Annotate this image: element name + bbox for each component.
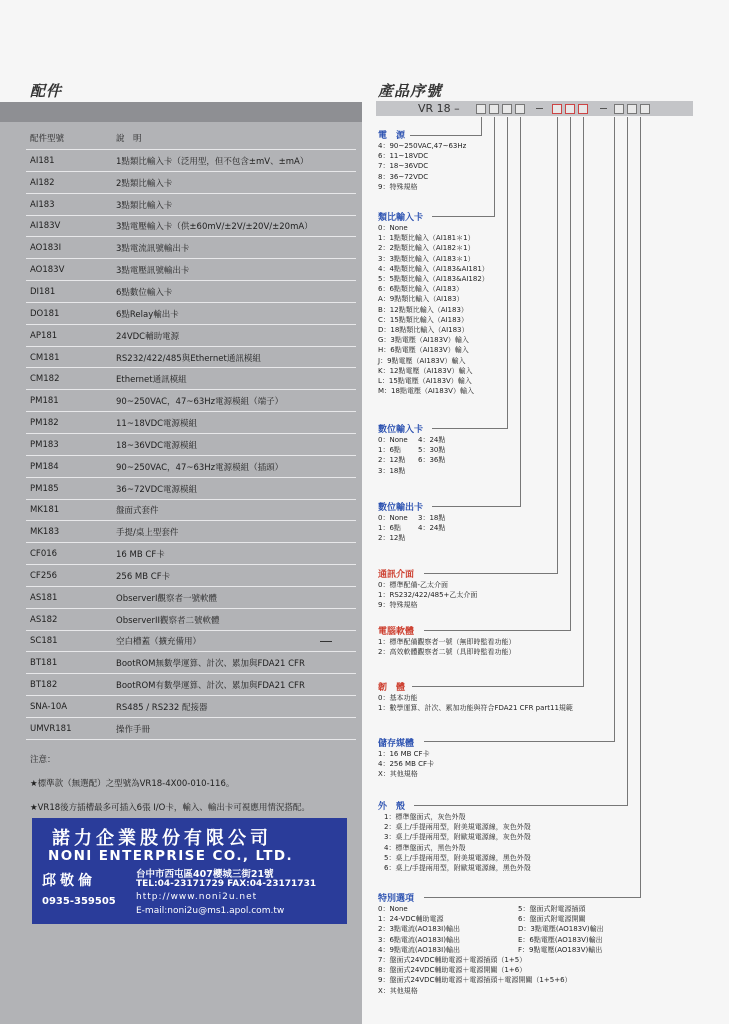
option-item: 1：標準盤面式，灰色外殼 <box>384 813 466 821</box>
part-model: BT182 <box>30 680 58 691</box>
table-row <box>0 696 356 718</box>
option-item: 6：桌上/手提兩用型，附歐規電源線，黑色外殼 <box>384 864 531 873</box>
part-model: PM184 <box>30 461 59 472</box>
code-slot-firmware <box>578 104 588 114</box>
option-item: 5：5點類比輸入（AI183&AI182） <box>378 275 489 284</box>
option-item: 1：標準配備觀察者一號（無即時監看功能） <box>378 638 516 646</box>
option-item: 7：盤面式24VDC輔助電源＋電源插頭（1+5） <box>378 956 527 965</box>
option-item: 8：盤面式24VDC輔助電源＋電源開關（1+6） <box>378 966 527 975</box>
part-model: DO181 <box>30 308 60 319</box>
part-model: AS182 <box>30 614 58 625</box>
software-options <box>378 637 515 657</box>
option-item: 5：30點 <box>418 446 446 455</box>
part-description: 24VDC輔助電源 <box>116 331 180 342</box>
section-software <box>378 624 515 657</box>
dash-mark <box>320 641 332 642</box>
option-item: 6：11~18VDC <box>378 152 429 161</box>
table-row <box>0 390 356 412</box>
leader-software <box>570 117 571 631</box>
part-description: RS232/422/485與Ethernet通訊模組 <box>116 353 261 364</box>
option-item: 3：桌上/手提兩用型，附歐規電源線，灰色外殼 <box>384 833 531 842</box>
code-slot-comm <box>552 104 562 114</box>
option-item: X：其他規格 <box>378 770 418 779</box>
part-model: AO183V <box>30 265 65 276</box>
table-row <box>0 565 356 587</box>
option-item: 0：None <box>378 905 408 913</box>
part-model: BT181 <box>30 658 58 669</box>
option-item: 4：標準盤面式，黑色外殼 <box>384 843 466 852</box>
table-row <box>0 216 356 238</box>
option-item: 2：高效軟體觀察者二號（具即時監看功能） <box>378 648 516 657</box>
table-row <box>0 631 356 653</box>
part-model: UMVR181 <box>30 723 72 734</box>
option-item: 4：4點類比輸入（AI183&AI181） <box>378 264 489 273</box>
part-description: 90~250VAC，47~63Hz電源模組（插頭） <box>116 462 284 473</box>
part-description: ObserverI觀察者一號軟體 <box>116 593 218 604</box>
part-model: CM182 <box>30 374 60 385</box>
product-code-bar <box>376 101 693 116</box>
section-digital-out <box>378 500 478 544</box>
special-options-extra <box>378 955 638 996</box>
option-item: 6：36點 <box>418 456 446 465</box>
section-housing <box>378 799 531 873</box>
panel-header-band <box>0 102 362 122</box>
option-item: 1：數學運算、計次、累加功能與符合FDA21 CFR part11規範 <box>378 704 573 713</box>
part-model: AI183 <box>30 199 55 210</box>
table-row <box>0 718 356 740</box>
section-special-title: 特別選項 <box>378 894 415 904</box>
part-model: AS181 <box>30 592 58 603</box>
notes <box>30 752 310 816</box>
contact-person: 邱敬倫 <box>42 873 96 889</box>
special-options-grid <box>378 904 638 955</box>
product-code-title: 產品序號 <box>378 82 443 100</box>
header-model: 配件型號 <box>30 134 65 144</box>
part-description: 1點類比輸入卡（泛用型，但不包含±mV、±mA） <box>116 156 309 167</box>
option-item: 4：24點 <box>418 436 446 444</box>
code-separator <box>536 108 543 109</box>
table-row <box>0 500 356 522</box>
table-row <box>0 412 356 434</box>
part-description: RS485 / RS232 配接器 <box>116 703 208 714</box>
part-model: CF256 <box>30 570 58 581</box>
part-model: AI182 <box>30 177 55 188</box>
option-item: 1：RS232/422/485+乙太介面 <box>378 591 478 600</box>
part-description: 16 MB CF卡 <box>116 550 165 561</box>
option-item: E：6點電壓(AO183V)輸出 <box>518 935 603 944</box>
option-item: 3：6點電流(AO183I)輸出 <box>378 935 460 944</box>
table-row <box>0 478 356 500</box>
part-model: AI181 <box>30 155 55 166</box>
option-item: L：15點電壓（AI183V）輸入 <box>378 377 472 386</box>
option-item: 7：18~36VDC <box>378 162 429 171</box>
section-storage <box>378 736 434 780</box>
table-row <box>0 150 356 172</box>
option-item: 2：12點 <box>378 534 406 543</box>
option-item: B：12點類比輸入（AI183） <box>378 305 468 314</box>
part-model: MK181 <box>30 505 60 516</box>
option-item: M：18點電壓（AI183V）輸入 <box>378 387 474 396</box>
part-description: 3點電壓訊號輸出卡 <box>116 266 190 277</box>
table-row <box>0 652 356 674</box>
section-storage-title: 儲存媒體 <box>378 739 415 749</box>
table-row <box>0 521 356 543</box>
leader-special <box>640 117 641 898</box>
option-item: K：12點電壓（AI183V）輸入 <box>378 366 473 375</box>
code-slot-power <box>476 104 486 114</box>
company-info-box <box>32 818 347 924</box>
option-item: 9：特殊規格 <box>378 182 418 191</box>
part-description: Ethernet通訊模組 <box>116 375 187 386</box>
option-item: 4：256 MB CF卡 <box>378 760 435 769</box>
leader-power <box>481 117 482 135</box>
analog-in-options <box>378 223 489 396</box>
part-description: 256 MB CF卡 <box>116 571 171 582</box>
code-slot-analog-in <box>489 104 499 114</box>
table-row <box>0 172 356 194</box>
table-row <box>0 587 356 609</box>
leader-firmware <box>583 117 584 687</box>
table-row <box>0 434 356 456</box>
accessories-title: 配件 <box>30 82 63 100</box>
code-slot-special <box>640 104 650 114</box>
leader-digital-out <box>520 117 521 507</box>
part-description: 手提/桌上型套件 <box>116 528 179 539</box>
option-item: 2：3點電流(AO183I)輸出 <box>378 925 460 934</box>
part-model: SNA-10A <box>30 702 68 713</box>
part-description: 盤面式套件 <box>116 506 159 517</box>
section-comm-title: 通訊介面 <box>378 570 415 580</box>
option-item: D：3點電壓(AO183V)輸出 <box>518 925 604 934</box>
part-model: DI181 <box>30 286 56 297</box>
code-slot-storage <box>614 104 624 114</box>
comm-options <box>378 580 477 611</box>
part-description: 操作手冊 <box>116 724 151 735</box>
part-description: BootROM無數學運算、計次、累加與FDA21 CFR <box>116 659 305 670</box>
part-description: BootROM有數學運算、計次、累加與FDA21 CFR <box>116 681 305 692</box>
housing-options <box>378 812 531 873</box>
option-item: 1：1點類比輸入（AI181＊1） <box>378 234 475 243</box>
part-description: 6點Relay輸出卡 <box>116 309 179 320</box>
table-row <box>0 456 356 478</box>
power-options <box>378 141 466 192</box>
part-description: 3點電壓輸入卡（供±60mV/±2V/±20V/±20mA） <box>116 222 313 233</box>
option-item: 2：2點類比輸入（AI182＊1） <box>378 244 475 253</box>
table-row <box>0 609 356 631</box>
accessories-table <box>0 126 356 740</box>
section-digital-out-title: 數位輸出卡 <box>378 503 424 513</box>
part-model: AI183V <box>30 221 61 232</box>
option-item: 3：18點 <box>378 466 406 475</box>
part-model: PM185 <box>30 483 59 494</box>
table-row <box>0 368 356 390</box>
section-housing-title: 外 殼 <box>378 802 406 812</box>
table-row <box>0 674 356 696</box>
part-description: 90~250VAC，47~63Hz電源模組（端子） <box>116 397 284 408</box>
option-item: 1：6點 <box>378 524 401 533</box>
option-item: 4：24點 <box>418 524 446 533</box>
option-item: 0：None <box>378 436 408 444</box>
note-standard-model: ★標準款（無選配）之型號為VR18-4X00-010-116。 <box>30 779 235 789</box>
code-separator <box>600 108 607 109</box>
company-name-cn: 諾力企業股份有限公司 <box>52 828 272 849</box>
option-item: 5：桌上/手提兩用型，附美規電源線，黑色外殼 <box>384 853 531 862</box>
digital-out-options <box>378 513 478 544</box>
option-item: 1：6點 <box>378 446 401 455</box>
part-description: 空白槽蓋（擴充備用） <box>116 637 202 648</box>
option-item: 2：桌上/手提兩用型，附美規電源線，灰色外殼 <box>384 823 531 832</box>
option-item: 0：標準配備-乙太介面 <box>378 581 448 589</box>
code-slot-digital-in <box>502 104 512 114</box>
option-item: 0：基本功能 <box>378 694 418 702</box>
option-item: 5：盤面式附電源插頭 <box>518 905 586 913</box>
section-special <box>378 891 638 996</box>
section-analog-in <box>378 210 489 396</box>
section-power-title: 電 源 <box>378 131 406 141</box>
section-firmware-title: 韌 體 <box>378 683 406 693</box>
option-item: 1：24-VDC輔助電源 <box>378 915 444 924</box>
leader-storage-h <box>424 741 615 742</box>
section-comm <box>378 567 477 611</box>
table-row <box>0 347 356 369</box>
digital-in-options <box>378 435 478 476</box>
part-model: CM181 <box>30 352 60 363</box>
option-item: A：9點類比輸入（AI183） <box>378 295 464 304</box>
company-tel-fax: TEL:04-23171729 FAX:04-23171731 <box>136 879 317 889</box>
part-model: PM181 <box>30 396 59 407</box>
header-description: 說 明 <box>116 134 142 144</box>
section-power <box>378 128 466 192</box>
notes-label: 注意： <box>30 755 56 765</box>
company-email[interactable]: E-mail:noni2u@ms1.apol.com.tw <box>136 906 285 916</box>
option-item: 2：12點 <box>378 456 406 465</box>
option-item: 3：3點類比輸入（AI183＊1） <box>378 254 475 263</box>
storage-options <box>378 749 434 780</box>
option-item: 3：18點 <box>418 514 446 522</box>
code-prefix: VR 18 – <box>418 102 460 115</box>
part-description: 3點類比輸入卡 <box>116 200 173 211</box>
part-model: AP181 <box>30 330 58 341</box>
part-description: 36~72VDC電源模組 <box>116 484 198 495</box>
table-row <box>0 281 356 303</box>
option-item: 0：None <box>378 514 408 522</box>
table-header <box>0 126 356 150</box>
part-description: ObserverII觀察者二號軟體 <box>116 615 220 626</box>
part-description: 3點電流訊號輸出卡 <box>116 244 190 255</box>
option-item: 1：16 MB CF卡 <box>378 750 430 758</box>
section-digital-in <box>378 422 478 476</box>
leader-storage <box>614 117 615 742</box>
company-address: 台中市西屯區407櫻城三街21號 <box>136 869 274 880</box>
company-name-en: NONI ENTERPRISE CO., LTD. <box>48 848 294 864</box>
option-item: C：15點類比輸入（AI183） <box>378 315 469 324</box>
part-model: PM182 <box>30 418 59 429</box>
option-item: D：18點類比輸入（AI183） <box>378 326 469 335</box>
section-analog-in-title: 類比輸入卡 <box>378 213 424 223</box>
leader-housing <box>627 117 628 806</box>
section-firmware <box>378 680 573 713</box>
option-item: G：3點電壓（AI183V）輸入 <box>378 336 469 345</box>
table-row <box>0 194 356 216</box>
option-item: 6：盤面式附電源開關 <box>518 915 586 924</box>
part-model: PM183 <box>30 439 59 450</box>
company-website[interactable]: http://www.noni2u.net <box>136 892 258 902</box>
table-row <box>0 543 356 565</box>
leader-digital-in <box>507 117 508 429</box>
option-item: 4：90~250VAC,47~63Hz <box>378 142 467 150</box>
part-model: SC181 <box>30 636 58 647</box>
table-row <box>0 237 356 259</box>
leader-analog <box>494 117 495 217</box>
part-description: 11~18VDC電源模組 <box>116 419 198 430</box>
note-io-slots: ★VR18後方插槽最多可插入6張 I/O卡，輸入、輸出卡可視應用情況搭配。 <box>30 803 310 813</box>
option-item: 6：6點類比輸入（AI183） <box>378 285 464 294</box>
contact-mobile: 0935-359505 <box>42 896 116 907</box>
option-item: 9：特殊規格 <box>378 601 418 610</box>
option-item: 9：盤面式24VDC輔助電源＋電源插頭＋電源開關（1+5+6） <box>378 976 572 985</box>
table-row <box>0 259 356 281</box>
code-slot-software <box>565 104 575 114</box>
part-model: AO183I <box>30 243 62 254</box>
option-item: X：其他規格 <box>378 986 418 995</box>
firmware-options <box>378 693 573 713</box>
option-item: 8：36~72VDC <box>378 172 429 181</box>
part-description: 18~36VDC電源模組 <box>116 440 198 451</box>
part-description: 2點類比輸入卡 <box>116 178 173 189</box>
code-slot-digital-out <box>515 104 525 114</box>
section-digital-in-title: 數位輸入卡 <box>378 425 424 435</box>
part-model: MK183 <box>30 527 60 538</box>
table-row <box>0 325 356 347</box>
option-item: J：9點電壓（AI183V）輸入 <box>378 356 466 365</box>
code-slot-housing <box>627 104 637 114</box>
part-description: 6點數位輸入卡 <box>116 287 173 298</box>
option-item: F：9點電壓(AO183V)輸出 <box>518 945 603 954</box>
option-item: H：6點電壓（AI183V）輸入 <box>378 346 469 355</box>
leader-comm <box>557 117 558 574</box>
section-software-title: 電腦軟體 <box>378 627 415 637</box>
part-model: CF016 <box>30 549 58 560</box>
option-item: 4：9點電流(AO183I)輸出 <box>378 945 460 954</box>
option-item: 0：None <box>378 224 408 232</box>
table-row <box>0 303 356 325</box>
